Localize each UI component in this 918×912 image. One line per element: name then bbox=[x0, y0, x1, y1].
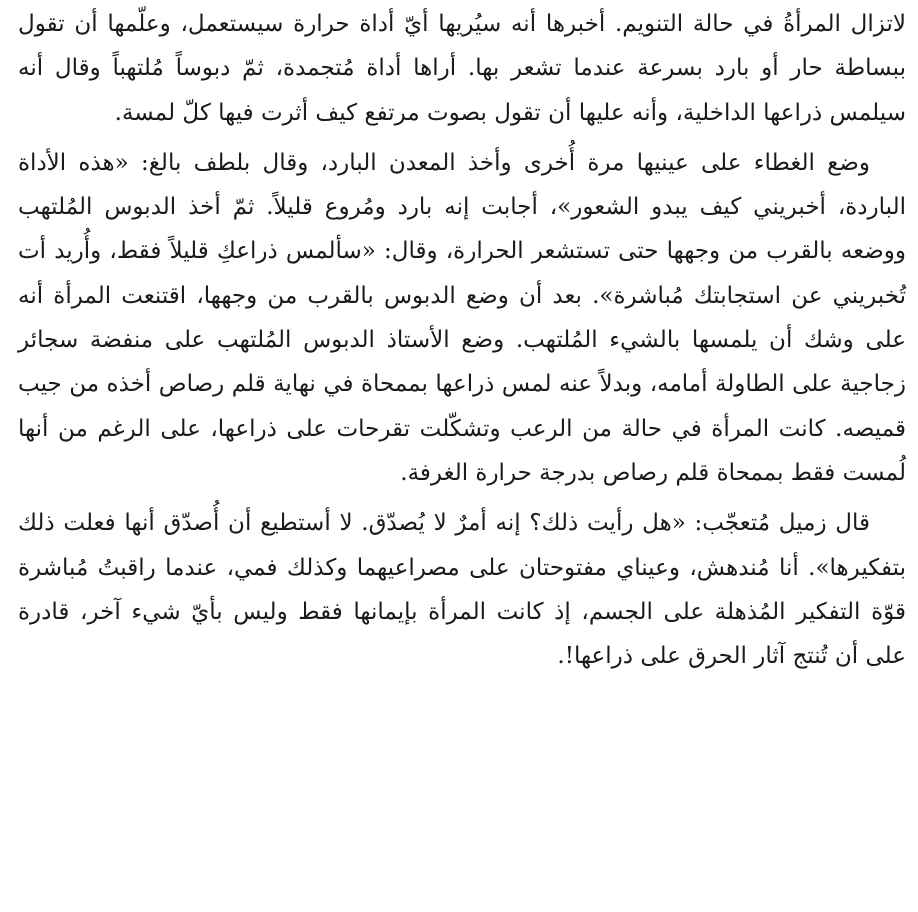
paragraph-colleague-reaction: قال زميل مُتعجّب: «هل رأيت ذلك؟ إنه أمرٌ لا يُصدّق. لا أستطيع أن أُصدّق أنها فعلت ذلك بتفكيرها». أنا مُندهش، وعيناي مفتوحتان على مصراعيهما وكذلك فمي، عندما راقبتُ مُباشرة قوّة التفكير المُذهلة على الجسم، إذ كانت المرأة بإيمانها فقط وليس بأيّ شيء آخر، قادرة على أن تُنتج آثار الحرق على ذراعها!. bbox=[18, 510, 906, 670]
paragraph-hypnosis-setup: لاتزال المرأةُ في حالة التنويم. أخبرها أنه سيُريها أيّ أداة حرارة سيستعمل، وعلّمها أن تقول ببساطة حار أو بارد بسرعة عندما تشعر بها. أراها أداة مُتجمدة، ثمّ دبوساً مُلتهباً وقال أنه سيلمس ذراعها الداخلية، وأنه عليها أن تقول بصوت مرتفع كيف أثرت فيها كلّ لمسة. bbox=[18, 11, 906, 126]
paragraph-experiment: وضع الغطاء على عينيها مرة أُخرى وأخذ المعدن البارد، وقال بلطف بالغ: «هذه الأداة الباردة، أخبريني كيف يبدو الشعور»، أجابت إنه بارد ومُروع قليلاً. ثمّ أخذ الدبوس المُلتهب ووضعه بالقرب من وجهها حتى تستشعر الحرارة، وقال: «سألمس ذراعكِ قليلاً فقط، وأُريد أت تُخبريني عن استجابتك مُباشرة». بعد أن وضع الدبوس بالقرب من وجهها، اقتنعت المرأة أنه على وشك أن يلمسها بالشيء المُلتهب. وضع الأستاذ الدبوس المُلتهب على منفضة سجائر زجاجية على الطاولة أمامه، وبدلاً عنه لمس ذراعها بممحاة في نهاية قلم رصاص أخذه من جيب قميصه. كانت المرأة في حالة من الرعب وتشكّلت تقرحات على ذراعها، على الرغم من أنها لُمست فقط بممحاة قلم رصاص بدرجة حرارة الغرفة. bbox=[18, 149, 906, 486]
